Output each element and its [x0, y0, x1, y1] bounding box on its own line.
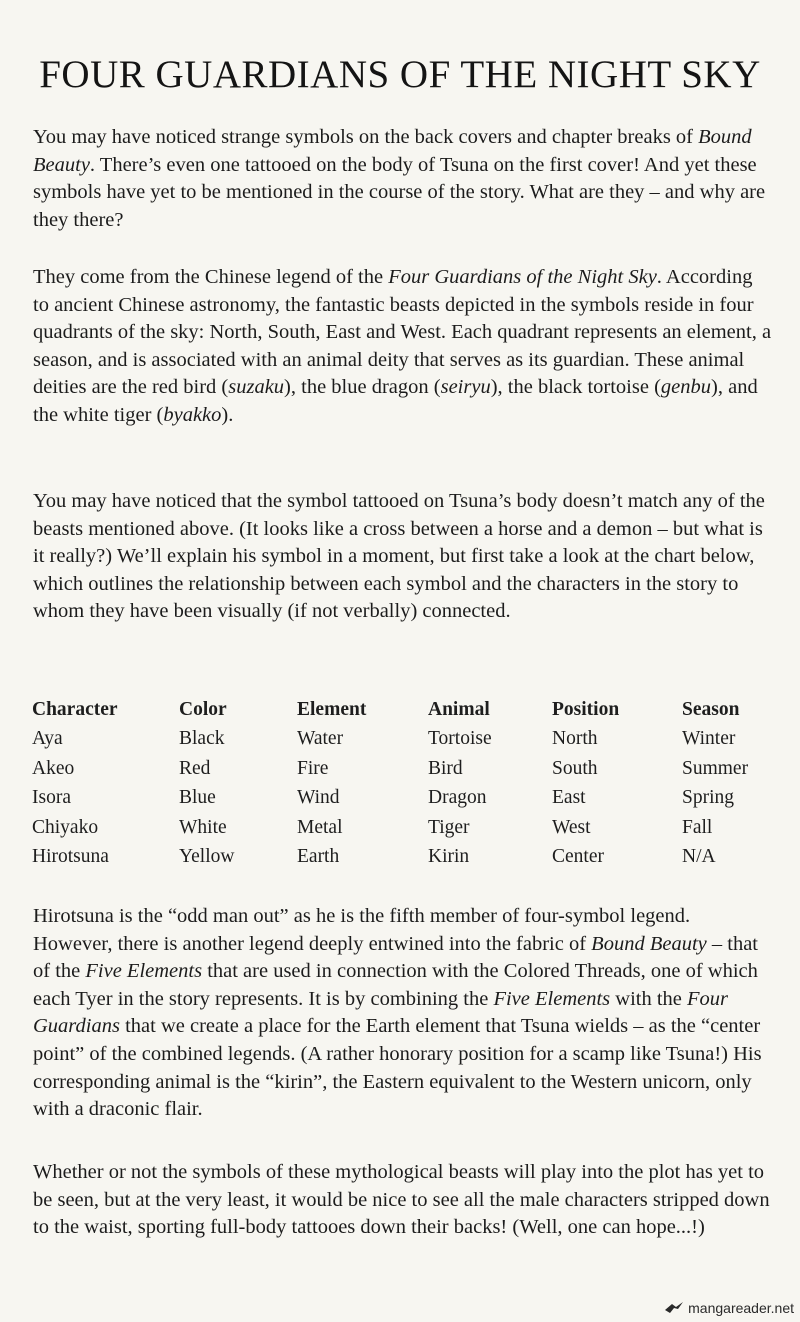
cell-element: Water [297, 728, 344, 750]
paragraph-intro: You may have noticed strange symbols on the back covers and chapter breaks of Bound Beauty. There’s even one tattooed on the body of Tsuna on the first cover! And yet these symbols have yet to be mentioned in the course of the story. What are they – and why are they there? [33, 126, 766, 231]
watermark [664, 1300, 794, 1316]
cell-animal: Kirin [428, 846, 470, 868]
cell-color: Blue [179, 787, 216, 809]
cell-element: Wind [297, 787, 340, 809]
table-row [32, 784, 782, 814]
cell-character: Chiyako [32, 816, 99, 838]
cell-color: Red [179, 757, 211, 779]
header-season: Season [682, 698, 740, 720]
italic-title: Four Guardians [33, 987, 729, 1038]
table-row [32, 725, 782, 755]
cell-element: Fire [297, 757, 329, 779]
table-row [32, 754, 782, 784]
paragraph-conclusion: Whether or not the symbols of these mythological beasts will play into the plot has yet to be seen, but at the very least, it would be nice to see all the male characters stripped down to the waist, sporting full-body tattooes down their backs! (Well, one can hope...!) [33, 1161, 770, 1239]
cell-color: Black [179, 728, 225, 750]
header-character: Character [32, 698, 118, 720]
italic-title: suzaku [228, 376, 285, 399]
italic-title: Five Elements [85, 960, 203, 983]
cell-color: White [179, 816, 227, 838]
cell-position: Center [552, 846, 604, 868]
cell-season: Fall [682, 816, 713, 838]
italic-title: Five Elements [493, 987, 611, 1010]
cell-character: Aya [32, 728, 63, 750]
header-animal: Animal [428, 698, 490, 720]
italic-title: Bound Beauty [591, 932, 707, 955]
italic-title: genbu [660, 376, 712, 399]
italic-title: byakko [163, 403, 222, 426]
cell-element: Metal [297, 816, 343, 838]
cell-color: Yellow [179, 846, 235, 868]
paragraph-chart-intro: You may have noticed that the symbol tattooed on Tsuna’s body doesn’t match any of the beasts mentioned above. (It looks like a cross between a horse and a demon – but what is it really?) We’ll explain his symbol in a moment, but first take a look at the chart below, which outlines the relationship between each symbol and the characters in the story to whom they have been visually (if not verbally) connected. [33, 490, 765, 623]
cell-position: South [552, 757, 598, 779]
cell-element: Earth [297, 846, 340, 868]
chart-body [32, 725, 782, 873]
bird-logo-icon [664, 1301, 684, 1315]
header-position: Position [552, 698, 620, 720]
cell-position: West [552, 816, 591, 838]
cell-position: East [552, 787, 586, 809]
cell-animal: Bird [428, 757, 463, 779]
table-row [32, 813, 782, 843]
chart-header-row [32, 695, 782, 725]
cell-season: Spring [682, 787, 735, 809]
guardians-chart [32, 695, 782, 872]
italic-title: Bound Beauty [33, 126, 752, 176]
cell-season: Summer [682, 757, 749, 779]
page-title: FOUR GUARDIANS OF THE NIGHT SKY [39, 53, 761, 96]
cell-position: North [552, 728, 598, 750]
cell-season: Winter [682, 728, 736, 750]
paragraph-legend: They come from the Chinese legend of the Four Guardians of the Night Sky. According to ancient Chinese astronomy, the fantastic beasts depicted in the symbols reside in four quadrants of the sky: North, South, East and West. Each quadrant represents an element, a season, and is associated with an animal deity that serves as its guardian. These animal deities are the red bird (suzaku), the blue dragon (seiryu), the black tortoise (genbu), and the white tiger (byakko). [33, 266, 772, 426]
header-element: Element [297, 698, 367, 720]
cell-character: Akeo [32, 757, 75, 779]
paragraph-odd-man-out: Hirotsuna is the “odd man out” as he is the fifth member of four-symbol legend. However, there is another legend deeply entwined into the fabric of Bound Beauty – that of the Five Elements that are used in connection with the Colored Threads, one of which each Tyer in the story represents. It is by combining the Five Elements with the Four Guardians that we create a place for the Earth element that Tsuna wields – as the “center point” of the combined legends. (A rather honorary position for a scamp like Tsuna!) His corresponding animal is the “kirin”, the Eastern equivalent to the Western unicorn, only with a draconic flair. [33, 905, 762, 1121]
italic-title: Four Guardians of the Night Sky [388, 266, 657, 288]
cell-animal: Dragon [428, 787, 487, 809]
cell-character: Hirotsuna [32, 846, 109, 868]
italic-title: seiryu [440, 376, 491, 399]
cell-character: Isora [32, 787, 71, 809]
cell-season: N/A [682, 846, 716, 868]
cell-animal: Tiger [428, 816, 470, 838]
table-row [32, 843, 782, 873]
cell-animal: Tortoise [428, 728, 492, 750]
watermark-text: mangareader.net [688, 1300, 794, 1316]
header-color: Color [179, 698, 227, 720]
